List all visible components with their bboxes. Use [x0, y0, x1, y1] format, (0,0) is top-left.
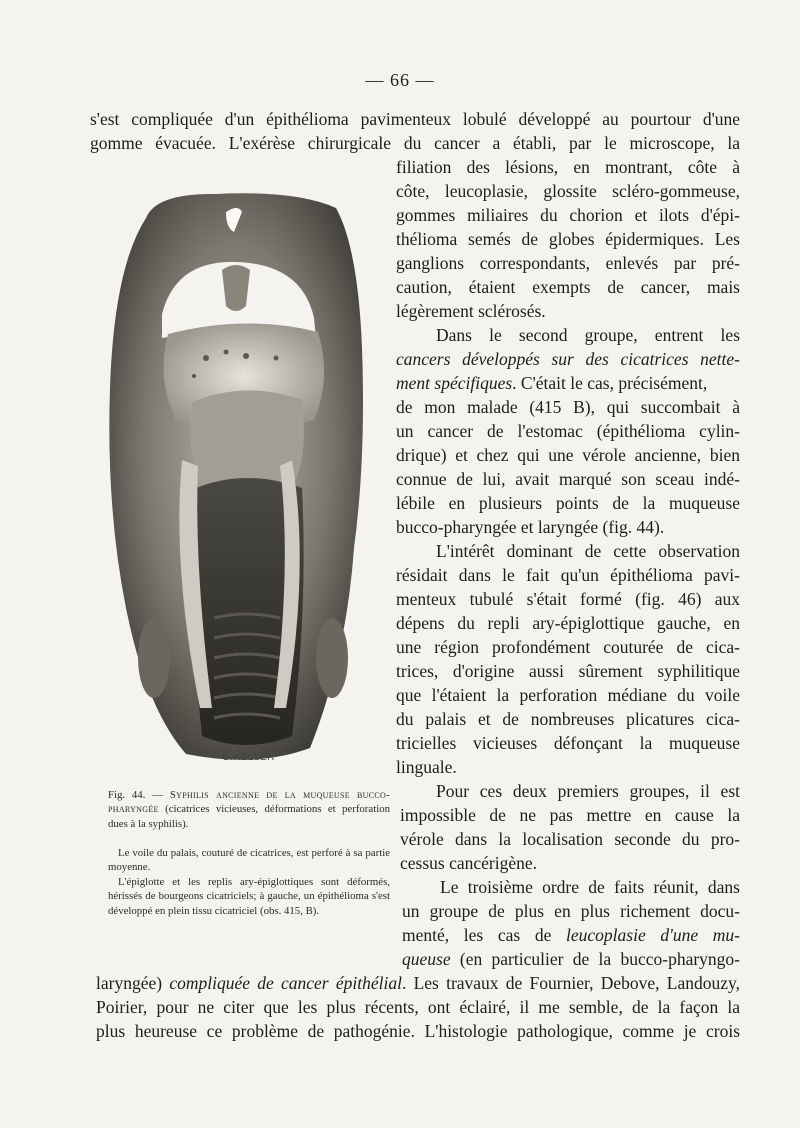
page-number: — 66 —	[365, 70, 435, 90]
body-text-line: de mon malade (415 B), qui succombait à	[396, 397, 740, 417]
body-text-line: Le troisième ordre de faits réunit, dans	[440, 877, 740, 897]
body-text-line: Pour ces deux premiers groupes, il est	[436, 781, 740, 801]
body-text-line	[96, 971, 740, 995]
body-text-line: cessus cancérigène.	[400, 853, 538, 873]
figure-caption-para: L'épiglotte et les replis ary-épiglottiques sont déformés, hérissés de bourgeons cicatriciels; à gauche, un épithélioma s'est développé en plein tissu cicatriciel (obs. 415, B).	[108, 876, 390, 917]
text-run: . C'était le cas, précisément,	[512, 373, 708, 393]
italic-phrase: queuse	[402, 949, 451, 969]
body-text-line: tricielles vicieuses défonçant la muqueuse	[396, 733, 740, 753]
figure-caption-para: Le voile du palais, couturé de cicatrices, est perforé à sa partie moyenne.	[108, 847, 390, 874]
body-text-line: menteux tubulé s'était formé (fig. 46) aux	[396, 589, 740, 609]
body-text-line: un groupe de plus en plus richement docu-	[402, 901, 740, 921]
body-text-line: légèrement sclérosés.	[396, 301, 546, 321]
body-text-line: impossible de ne pas mettre en cause la	[400, 805, 740, 825]
figure-subtitle: (cicatrices vicieuses, déformations et perforation dues à la syphilis).	[108, 803, 390, 830]
illustrator-signature: G.KELLER	[222, 752, 275, 763]
body-text-line: caution, étaient exempts de cancer, mais	[396, 277, 740, 297]
body-text-line: du palais et de nombreuses plicatures cica-	[396, 709, 740, 729]
body-text-line-italic: cancers développés sur des cicatrices nette-	[396, 349, 740, 369]
figure-title: Syphilis ancienne de la muqueuse bucco-pharyngée	[108, 789, 391, 816]
body-text-line: dépens du repli ary-épiglottique gauche, en	[396, 613, 740, 633]
italic-phrase: ment spécifiques	[396, 373, 513, 393]
body-text-line: résidait dans le fait qu'un épithélioma pavi-	[396, 565, 740, 585]
body-text-line: une région profondément couturée de cica-	[396, 637, 740, 657]
body-text-line: Dans le second groupe, entrent les	[436, 325, 740, 345]
text-run: (en particulier de la bucco-pharyngo-	[450, 949, 740, 969]
body-text-line: ganglions correspondants, enlevés par pré-	[396, 253, 740, 273]
body-text-line	[402, 947, 740, 971]
body-text-line: drique) et chez qui une vérole ancienne, bien	[396, 445, 740, 465]
body-text-line	[402, 923, 740, 947]
italic-phrase: leucoplasie d'une mu-	[566, 925, 740, 945]
text-run: . Les travaux de Fournier, Debove, Landouzy,	[401, 973, 740, 993]
body-text-line: s'est compliquée d'un épithélioma pavimenteux lobulé développé au pourtour d'une	[90, 109, 740, 129]
body-text-line: gomme évacuée. L'exérèse chirurgicale du cancer a établi, par le microscope, la	[90, 133, 740, 153]
body-text-line: thélioma semés de globes épidermiques. Les	[396, 229, 740, 249]
body-text-line: que l'étaient la perforation médiane du voile	[396, 685, 740, 705]
body-text-line: filiation des lésions, en montrant, côte à	[396, 157, 740, 177]
text-run: menté, les cas de	[402, 925, 567, 945]
italic-phrase: compliquée de cancer épithélial	[169, 973, 402, 993]
body-text-line	[396, 371, 740, 395]
body-text-line: bucco-pharyngée et laryngée (fig. 44).	[396, 517, 665, 537]
body-text-line: connue de lui, avait marqué son sceau indé-	[396, 469, 740, 489]
body-text-line: plus heureuse ce problème de pathogénie. L'histologie pathologique, comme je crois	[96, 1021, 740, 1041]
body-text-line: linguale.	[396, 757, 457, 777]
body-text-line: trices, d'origine aussi sûrement syphilitique	[396, 661, 740, 681]
body-text-line: vérole dans la localisation seconde du pro-	[400, 829, 740, 849]
body-text-line: lébile en plusieurs points de la muqueuse	[396, 493, 740, 513]
body-text-line: un cancer de l'estomac (épithélioma cylin-	[396, 421, 740, 441]
body-text-line: côte, leucoplasie, glossite scléro-gommeuse,	[396, 181, 740, 201]
figure-caption-title	[108, 788, 390, 831]
figure-label: Fig. 44. —	[108, 789, 163, 801]
body-text-line: gommes miliaires du chorion et ilots d'épi-	[396, 205, 740, 225]
text-run: laryngée)	[96, 973, 170, 993]
body-text-line: L'intérêt dominant de cette observation	[436, 541, 740, 561]
body-text-line: Poirier, pour ne citer que les plus récents, ont éclairé, il me semble, de la façon la	[96, 997, 740, 1017]
anatomical-illustration	[96, 188, 388, 768]
